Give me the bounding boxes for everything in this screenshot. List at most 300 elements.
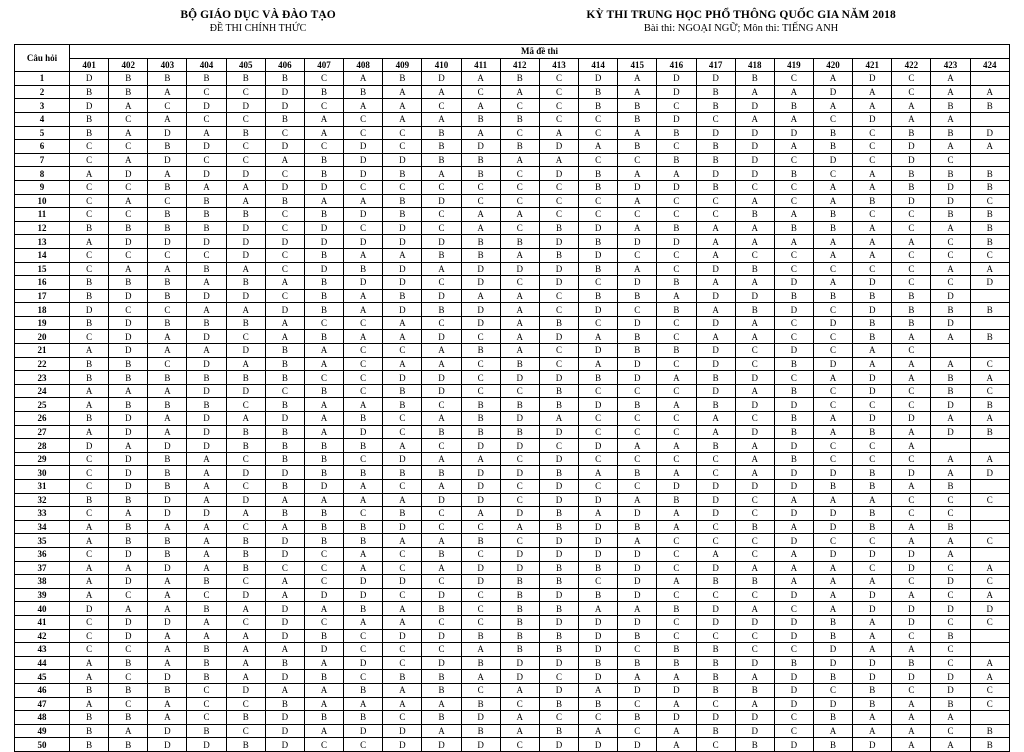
question-number-cell: 40 [15, 602, 70, 616]
answer-cell: A [226, 670, 265, 684]
answer-cell: A [696, 276, 735, 290]
answer-cell: D [187, 140, 226, 154]
answer-cell: C [579, 452, 618, 466]
answer-cell: D [579, 398, 618, 412]
answer-cell: B [422, 711, 461, 725]
answer-cell: B [696, 85, 735, 99]
answer-cell: C [970, 697, 1009, 711]
answer-cell: D [813, 357, 852, 371]
answer-cell: C [813, 167, 852, 181]
answer-cell: A [735, 384, 774, 398]
answer-cell: B [187, 316, 226, 330]
answer-cell: D [735, 398, 774, 412]
answer-cell: C [70, 452, 109, 466]
answer-cell: A [813, 99, 852, 113]
answer-cell: D [422, 72, 461, 86]
question-number-cell: 35 [15, 534, 70, 548]
answer-cell: A [579, 330, 618, 344]
answer-cell: B [109, 398, 148, 412]
answer-cell: A [931, 357, 970, 371]
answer-cell: A [383, 112, 422, 126]
answer-cell: B [735, 208, 774, 222]
answer-cell: C [148, 303, 187, 317]
table-row [15, 72, 1010, 86]
answer-cell: B [265, 344, 304, 358]
table-row [15, 276, 1010, 290]
answer-cell: C [618, 480, 657, 494]
answer-cell: A [461, 208, 500, 222]
answer-cell: A [735, 602, 774, 616]
answer-cell: A [148, 588, 187, 602]
table-row [15, 738, 1010, 752]
answer-cell: C [892, 683, 931, 697]
answer-cell: A [579, 683, 618, 697]
answer-cell: C [539, 289, 578, 303]
answer-cell: B [853, 425, 892, 439]
answer-cell: B [774, 656, 813, 670]
table-row [15, 520, 1010, 534]
answer-cell: B [931, 167, 970, 181]
answer-cell: D [265, 140, 304, 154]
answer-cell: A [813, 72, 852, 86]
answer-cell: D [696, 357, 735, 371]
answer-cell: A [735, 316, 774, 330]
exam-code-group-header: Mã đề thi [70, 45, 1010, 59]
answer-cell: D [109, 615, 148, 629]
answer-cell: A [344, 303, 383, 317]
answer-cell: D [539, 588, 578, 602]
answer-cell: B [422, 670, 461, 684]
answer-cell: C [539, 344, 578, 358]
question-number-cell: 24 [15, 384, 70, 398]
answer-cell: A [70, 670, 109, 684]
answer-cell: C [500, 180, 539, 194]
answer-cell: B [70, 371, 109, 385]
answer-cell: B [344, 439, 383, 453]
answer-cell: A [696, 221, 735, 235]
answer-cell: B [813, 289, 852, 303]
table-row [15, 344, 1010, 358]
table-row [15, 466, 1010, 480]
answer-cell: C [696, 738, 735, 752]
answer-cell: A [70, 167, 109, 181]
answer-cell: A [461, 643, 500, 657]
answer-cell: D [187, 357, 226, 371]
answer-cell: A [109, 561, 148, 575]
answer-cell: A [657, 697, 696, 711]
answer-cell: D [696, 507, 735, 521]
answer-cell: D [579, 534, 618, 548]
answer-cell: C [696, 466, 735, 480]
answer-cell: A [304, 398, 343, 412]
answer-cell: A [383, 85, 422, 99]
answer-cell: A [813, 724, 852, 738]
question-number-cell: 25 [15, 398, 70, 412]
header-right-block [472, 8, 1010, 35]
answer-cell: B [813, 208, 852, 222]
answer-cell: D [696, 493, 735, 507]
answer-cell: C [539, 303, 578, 317]
answer-cell: D [539, 167, 578, 181]
answer-cell: B [344, 466, 383, 480]
answer-cell: B [813, 711, 852, 725]
answer-cell: B [657, 493, 696, 507]
exam-code-header: 410 [422, 58, 461, 72]
answer-cell: A [422, 697, 461, 711]
answer-cell: D [461, 262, 500, 276]
answer-cell: C [579, 711, 618, 725]
answer-cell: A [931, 738, 970, 752]
answer-cell: A [853, 85, 892, 99]
answer-cell: C [422, 221, 461, 235]
answer-cell: D [892, 466, 931, 480]
answer-cell: A [892, 643, 931, 657]
answer-cell: D [265, 412, 304, 426]
answer-cell: D [383, 262, 422, 276]
table-row [15, 575, 1010, 589]
answer-cell: B [304, 711, 343, 725]
answer-cell: D [265, 602, 304, 616]
answer-cell: D [579, 629, 618, 643]
answer-cell: C [226, 153, 265, 167]
answer-cell: C [539, 85, 578, 99]
answer-cell: D [304, 221, 343, 235]
answer-cell: B [265, 112, 304, 126]
answer-cell: D [853, 371, 892, 385]
answer-cell: D [853, 588, 892, 602]
answer-cell: A [148, 602, 187, 616]
answer-cell: A [853, 711, 892, 725]
answer-cell: D [618, 507, 657, 521]
answer-cell: D [109, 480, 148, 494]
answer-cell: B [618, 520, 657, 534]
answer-cell: B [461, 235, 500, 249]
answer-cell: A [383, 534, 422, 548]
answer-cell: B [422, 303, 461, 317]
answer-cell: A [422, 112, 461, 126]
answer-cell: D [109, 289, 148, 303]
answer-cell: B [187, 371, 226, 385]
answer-cell: B [383, 72, 422, 86]
answer-cell: C [539, 112, 578, 126]
answer-cell: C [304, 547, 343, 561]
answer-cell: D [461, 276, 500, 290]
answer-cell: C [892, 208, 931, 222]
answer-cell: A [813, 602, 852, 616]
answer-cell: A [892, 357, 931, 371]
answer-cell: C [931, 235, 970, 249]
answer-cell: D [187, 289, 226, 303]
answer-cell: D [265, 615, 304, 629]
answer-cell: A [618, 167, 657, 181]
answer-cell: D [892, 602, 931, 616]
answer-cell: C [539, 194, 578, 208]
answer-cell: B [265, 480, 304, 494]
answer-cell: A [148, 344, 187, 358]
answer-cell: B [970, 167, 1009, 181]
answer-cell: A [696, 235, 735, 249]
table-header-row-codes [15, 58, 1010, 72]
answer-cell: D [735, 371, 774, 385]
question-number-cell: 2 [15, 85, 70, 99]
answer-cell: A [109, 262, 148, 276]
answer-cell: B [226, 547, 265, 561]
answer-cell: C [657, 384, 696, 398]
answer-cell: B [970, 180, 1009, 194]
answer-cell: B [70, 493, 109, 507]
answer-cell: C [422, 439, 461, 453]
answer-cell: C [774, 194, 813, 208]
answer-cell: C [813, 439, 852, 453]
answer-cell: D [304, 262, 343, 276]
question-number-cell: 33 [15, 507, 70, 521]
answer-cell: A [892, 697, 931, 711]
answer-cell: C [70, 262, 109, 276]
answer-cell: A [813, 235, 852, 249]
answer-cell: D [813, 153, 852, 167]
answer-cell: A [774, 140, 813, 154]
answer-cell: B [187, 221, 226, 235]
answer-cell: D [696, 289, 735, 303]
answer-cell: B [853, 697, 892, 711]
answer-cell: D [148, 493, 187, 507]
table-row [15, 384, 1010, 398]
answer-cell: A [304, 697, 343, 711]
answer-cell: C [735, 412, 774, 426]
question-number-cell: 30 [15, 466, 70, 480]
answer-cell: C [657, 412, 696, 426]
answer-cell: D [774, 466, 813, 480]
answer-cell: C [970, 683, 1009, 697]
answer-cell: B [109, 520, 148, 534]
answer-cell: A [696, 248, 735, 262]
answer-cell: C [735, 357, 774, 371]
answer-cell: A [344, 615, 383, 629]
answer-cell: D [383, 371, 422, 385]
answer-cell: B [931, 480, 970, 494]
question-number-cell: 46 [15, 683, 70, 697]
answer-cell: D [539, 262, 578, 276]
answer-cell: C [109, 588, 148, 602]
answer-cell: C [187, 85, 226, 99]
answer-cell: C [892, 507, 931, 521]
answer-cell: A [500, 316, 539, 330]
answer-cell: B [226, 316, 265, 330]
answer-cell: C [187, 153, 226, 167]
answer-cell: A [109, 439, 148, 453]
answer-cell: C [226, 452, 265, 466]
answer-cell: A [774, 575, 813, 589]
answer-cell: C [892, 262, 931, 276]
answer-cell: C [618, 248, 657, 262]
answer-cell: A [696, 303, 735, 317]
answer-cell: B [109, 534, 148, 548]
answer-cell: A [892, 439, 931, 453]
answer-cell: D [344, 276, 383, 290]
answer-cell: B [70, 412, 109, 426]
answer-cell: D [265, 235, 304, 249]
answer-cell: C [500, 452, 539, 466]
answer-cell: D [422, 289, 461, 303]
question-number-cell: 43 [15, 643, 70, 657]
answer-cell: C [109, 208, 148, 222]
answer-cell: D [579, 670, 618, 684]
answer-cell: C [383, 412, 422, 426]
answer-cell: B [461, 112, 500, 126]
answer-cell: A [696, 330, 735, 344]
answer-cell: A [226, 602, 265, 616]
answer-cell: C [735, 180, 774, 194]
answer-cell: D [461, 561, 500, 575]
answer-cell: D [226, 99, 265, 113]
answer-cell: D [657, 85, 696, 99]
answer-cell: D [892, 615, 931, 629]
answer-cell: D [383, 629, 422, 643]
answer-cell: D [422, 493, 461, 507]
answer-cell: D [461, 466, 500, 480]
answer-cell: D [70, 99, 109, 113]
answer-cell: D [970, 602, 1009, 616]
answer-cell: B [539, 602, 578, 616]
answer-cell: B [109, 221, 148, 235]
answer-cell: B [265, 357, 304, 371]
answer-cell: A [70, 235, 109, 249]
answer-cell: C [383, 547, 422, 561]
answer-cell: B [109, 493, 148, 507]
answer-cell: C [70, 547, 109, 561]
exam-code-header: 411 [461, 58, 500, 72]
answer-cell: C [383, 656, 422, 670]
answer-cell: D [657, 683, 696, 697]
answer-cell: D [500, 412, 539, 426]
answer-cell: D [265, 85, 304, 99]
answer-cell: B [70, 711, 109, 725]
answer-cell: D [579, 221, 618, 235]
answer-cell: C [579, 425, 618, 439]
answer-cell: C [70, 180, 109, 194]
answer-cell: A [735, 85, 774, 99]
answer-cell: C [931, 561, 970, 575]
answer-cell: C [226, 480, 265, 494]
answer-cell: A [344, 697, 383, 711]
answer-cell: A [657, 398, 696, 412]
answer-cell: C [500, 480, 539, 494]
answer-cell: A [970, 452, 1009, 466]
answer-cell: B [148, 140, 187, 154]
answer-cell: C [539, 357, 578, 371]
answer-cell: B [226, 126, 265, 140]
answer-cell: B [892, 126, 931, 140]
answer-cell: A [344, 99, 383, 113]
answer-cell: A [226, 194, 265, 208]
question-number-cell: 1 [15, 72, 70, 86]
answer-cell: A [500, 520, 539, 534]
answer-cell: C [461, 588, 500, 602]
answer-cell: B [774, 99, 813, 113]
answer-cell: A [696, 547, 735, 561]
question-number-cell: 18 [15, 303, 70, 317]
answer-cell: A [735, 697, 774, 711]
answer-cell: A [148, 384, 187, 398]
answer-cell: D [148, 507, 187, 521]
table-row [15, 439, 1010, 453]
answer-cell: C [774, 180, 813, 194]
question-number-cell: 47 [15, 697, 70, 711]
question-number-cell: 10 [15, 194, 70, 208]
answer-cell: B [226, 276, 265, 290]
table-row [15, 602, 1010, 616]
answer-cell: A [931, 85, 970, 99]
answer-cell: C [579, 276, 618, 290]
answer-cell: B [70, 276, 109, 290]
table-row [15, 425, 1010, 439]
answer-cell: B [304, 507, 343, 521]
answer-cell: B [579, 697, 618, 711]
answer-cell: B [148, 289, 187, 303]
answer-cell: A [187, 480, 226, 494]
answer-cell: B [618, 466, 657, 480]
question-number-cell: 31 [15, 480, 70, 494]
answer-cell: B [931, 208, 970, 222]
answer-cell: B [148, 466, 187, 480]
answer-cell: D [774, 697, 813, 711]
answer-cell: B [579, 85, 618, 99]
answer-cell: A [187, 493, 226, 507]
answer-cell: A [892, 534, 931, 548]
question-number-cell: 48 [15, 711, 70, 725]
question-number-cell: 12 [15, 221, 70, 235]
answer-cell: D [579, 303, 618, 317]
answer-cell: C [853, 208, 892, 222]
answer-cell: D [696, 480, 735, 494]
answer-cell: C [70, 208, 109, 222]
answer-cell: A [304, 724, 343, 738]
answer-cell: B [735, 72, 774, 86]
answer-cell: B [735, 520, 774, 534]
answer-cell: A [265, 493, 304, 507]
answer-cell: C [304, 561, 343, 575]
answer-cell: C [657, 425, 696, 439]
question-number-cell: 41 [15, 615, 70, 629]
answer-cell: A [970, 656, 1009, 670]
answer-cell: C [657, 452, 696, 466]
answer-cell: C [422, 398, 461, 412]
answer-cell: C [344, 629, 383, 643]
answer-cell: C [657, 248, 696, 262]
answer-cell: D [579, 547, 618, 561]
answer-cell: C [344, 112, 383, 126]
answer-cell: C [853, 561, 892, 575]
answer-cell: A [657, 167, 696, 181]
answer-cell: B [579, 371, 618, 385]
answer-cell: C [500, 276, 539, 290]
answer-cell: C [226, 615, 265, 629]
answer-cell: C [931, 248, 970, 262]
answer-cell: B [970, 221, 1009, 235]
answer-cell: A [304, 357, 343, 371]
answer-cell: B [813, 738, 852, 752]
answer-cell: C [813, 398, 852, 412]
answer-cell: C [579, 208, 618, 222]
answer-cell: B [304, 248, 343, 262]
answer-cell: D [539, 493, 578, 507]
answer-cell: D [226, 683, 265, 697]
answer-cell: A [148, 112, 187, 126]
answer-cell: A [304, 344, 343, 358]
answer-cell: C [304, 316, 343, 330]
answer-cell: C [735, 493, 774, 507]
answer-cell: C [813, 683, 852, 697]
